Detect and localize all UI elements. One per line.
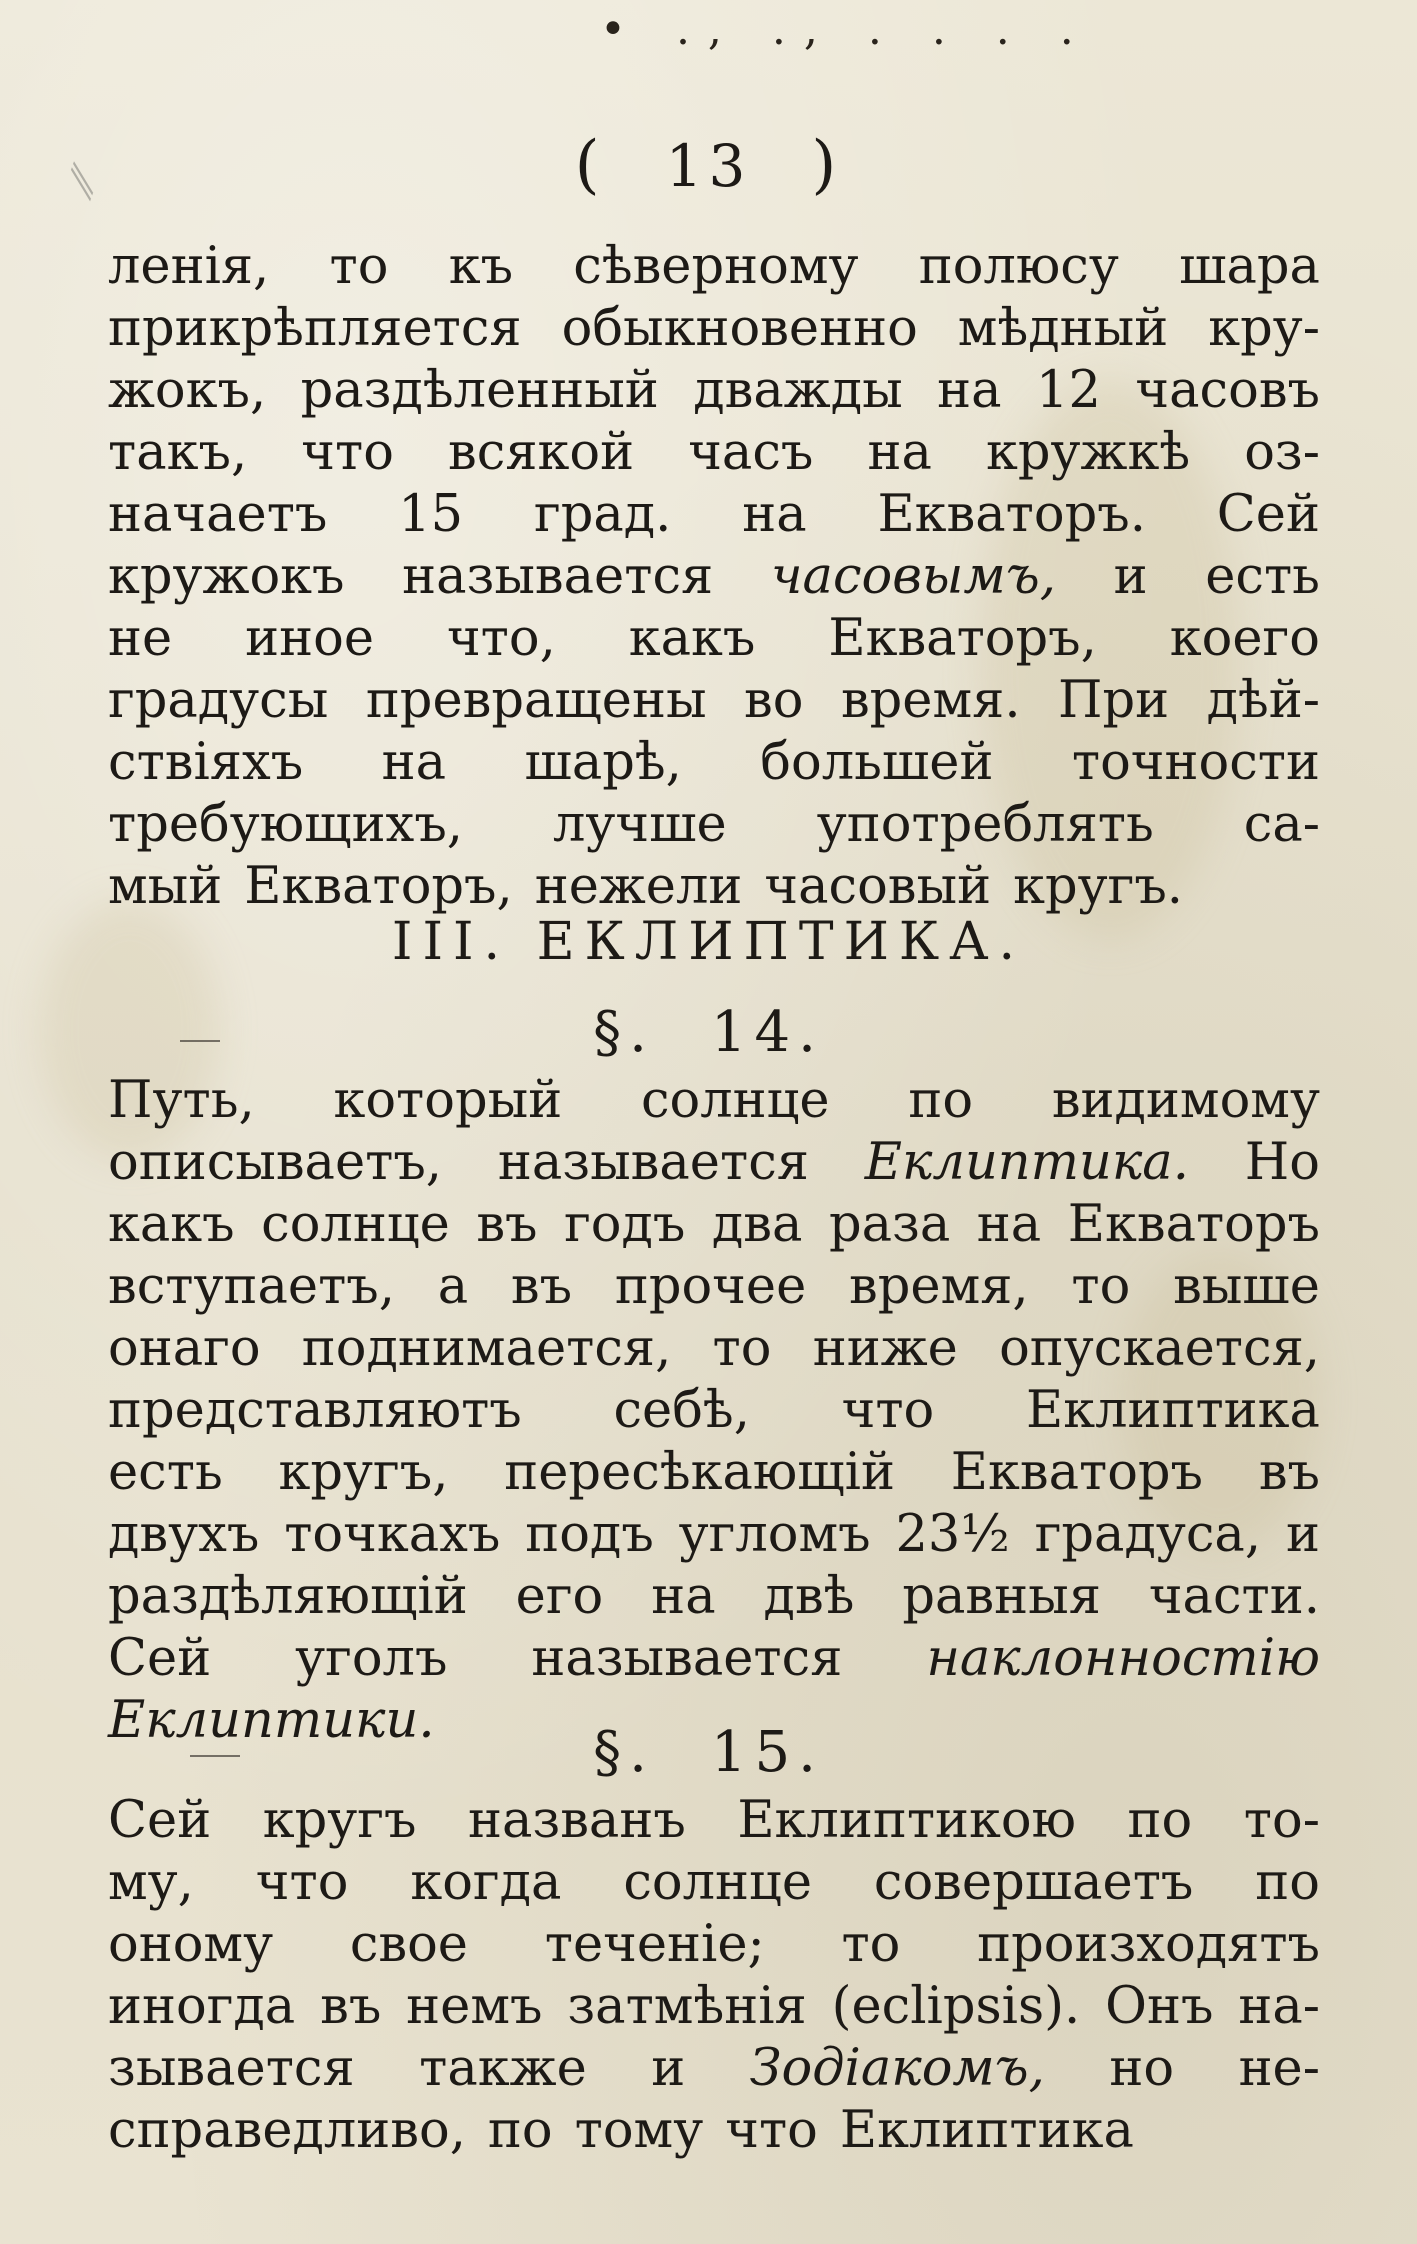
word: кругъ [262,1791,417,1850]
word: зывается [108,2039,355,2098]
word: са- [1243,795,1320,854]
text-line [108,856,1320,918]
word: Сей [108,1629,212,1688]
word: солнце [640,1071,830,1130]
word: равныя [902,1567,1101,1626]
word: справедливо, [108,2101,466,2160]
text-line [108,1976,1320,2038]
word: называется [402,547,714,606]
word: что, [446,609,556,668]
text-line [108,484,1320,546]
word: по [1255,1853,1320,1912]
word: такъ, [108,423,248,482]
word: мѣдный [957,299,1169,358]
word: точности [1071,733,1320,792]
word: Екваторъ [1067,1195,1320,1254]
text-line [108,794,1320,856]
word: кругъ, [278,1443,449,1502]
word: раздѣленный [300,361,659,420]
word: въ [510,1257,573,1316]
word: онаго [108,1319,261,1378]
word: Еклиптика [1025,1381,1320,1440]
word: къ [448,237,514,296]
word: ствiяхъ [108,733,304,792]
text-line [108,1380,1320,1442]
word: 23½ [895,1505,1010,1564]
text-line [108,1318,1320,1380]
page-number-value: 13 [665,132,752,200]
word: ленiя, [108,237,270,296]
word: на [976,1195,1042,1254]
word: называется [497,1133,809,1192]
word: Сей [108,1791,212,1850]
word: пересѣкающiй [504,1443,895,1502]
word: раздѣляющiй [108,1567,468,1626]
word: обыкновенно [561,299,918,358]
word: двѣ [763,1567,855,1626]
word: ниже [812,1319,958,1378]
word: наклонностiю [926,1629,1320,1688]
word: и [651,2039,686,2098]
word: затмѣнiя [567,1977,807,2036]
word: Путь, [108,1071,255,1130]
word: въ [1258,1443,1320,1502]
word: град. [533,485,672,544]
word: названъ [468,1791,686,1850]
word: выше [1173,1257,1320,1316]
word: а [437,1257,469,1316]
word: какъ [108,1195,235,1254]
word: кру- [1208,299,1320,358]
word: на [742,485,807,544]
text-line [108,1132,1320,1194]
heading-title: ЕКЛИПТИКА. [536,912,1026,972]
word: требующихъ, [108,795,463,854]
word: на- [1238,1977,1320,2036]
text-line [108,422,1320,484]
section-14-mark [0,1000,1417,1065]
text-line [108,1070,1320,1132]
word: оз- [1244,423,1320,482]
close-paren: ) [811,128,843,202]
word: угломъ [678,1505,871,1564]
text-line [108,2100,1320,2162]
text-line [108,236,1320,298]
word: начаетъ [108,485,328,544]
word: лучше [553,795,727,854]
word: большей [760,733,994,792]
word: дважды [693,361,903,420]
word: Еклиптики. [108,1691,435,1750]
word: поднимается, [301,1319,672,1378]
text-line [108,298,1320,360]
word: двухъ [108,1505,260,1564]
word: Сей [1216,485,1320,544]
word: оному [108,1915,274,1974]
word: Еклиптикою [737,1791,1076,1850]
word: превращены [365,671,707,730]
word: то [329,237,389,296]
word: всякой [448,423,635,482]
word: во [744,671,804,730]
text-line [108,1790,1320,1852]
word: градуса, [1034,1505,1262,1564]
word: градусы [108,671,329,730]
word: есть [1205,547,1320,606]
word: солнце [261,1195,450,1254]
word: но [1109,2039,1175,2098]
word: Екваторъ. [877,485,1146,544]
page-number [0,128,1417,202]
word: совершаетъ [873,1853,1194,1912]
word: также [419,2039,587,2098]
word: часовъ [1135,361,1320,420]
word: точкахъ [284,1505,501,1564]
text-line [108,1852,1320,1914]
word: часовымъ, [770,547,1056,606]
word: не [108,609,173,668]
text-line [108,670,1320,732]
ink-mark [180,1040,220,1042]
word: часъ [688,423,814,482]
section-symbol: §. [593,1720,655,1785]
word: есть [108,1443,223,1502]
word: коего [1169,609,1320,668]
word: то [841,1915,901,1974]
section-14-text [108,1070,1320,1752]
text-line [108,1914,1320,1976]
top-edge-marks: • ., ., . . . . [600,4,1092,55]
text-line [108,360,1320,422]
text-line [108,546,1320,608]
section-15-text [108,1790,1320,2162]
word: когда [410,1853,562,1912]
word: части. [1148,1567,1320,1626]
word: на [381,733,447,792]
text-line [108,2038,1320,2100]
paragraph-top [108,236,1320,918]
word: время, [849,1257,1029,1316]
word: полюсу [918,237,1119,296]
text-line [108,1504,1320,1566]
word: иногда [108,1977,296,2036]
word: въ [476,1195,538,1254]
word: уголъ [295,1629,448,1688]
text-line [108,1628,1320,1690]
word: себѣ, [613,1381,750,1440]
word: то [712,1319,772,1378]
word: теченiе; [544,1915,765,1974]
word: что [725,2101,818,2160]
word: сѣверному [573,237,859,296]
word: иное [245,609,375,668]
word: жокъ, [108,361,267,420]
word: Но [1244,1133,1320,1192]
word: то- [1243,1791,1320,1850]
section-number: 15. [710,1720,824,1785]
word: шара [1179,237,1320,296]
word: кружокъ [108,547,345,606]
word: по [1127,1791,1193,1850]
section-symbol: §. [593,1000,655,1065]
section-number: 14. [710,1000,824,1065]
word: не- [1238,2039,1320,2098]
word: Екваторъ, [244,857,513,916]
text-line [108,1566,1320,1628]
word: При [1058,671,1170,730]
text-line [108,608,1320,670]
word: Зодiакомъ, [749,2039,1045,2098]
word: му, [108,1853,194,1912]
text-line [108,1194,1320,1256]
open-paren: ( [574,128,606,202]
section-15-mark [0,1720,1417,1785]
word: время. [840,671,1021,730]
text-line [108,1442,1320,1504]
word: по [908,1071,974,1130]
word: то [1071,1257,1131,1316]
word: прочее [614,1257,807,1316]
word: два [711,1195,803,1254]
word: мый [108,857,223,916]
word: кружкѣ [986,423,1191,482]
word: что [255,1853,349,1912]
word: подъ [525,1505,654,1564]
word: Екваторъ [950,1443,1204,1502]
word: годъ [564,1195,686,1254]
pencil-marginalia: ⁄⁄ [60,168,106,196]
word: и [1285,1505,1320,1564]
word: который [333,1071,563,1130]
word: вступаетъ, [108,1257,395,1316]
word: какъ [628,609,756,668]
word: употреблять [816,795,1154,854]
word: Екваторъ, [828,609,1097,668]
ink-mark [190,1755,240,1757]
word: 15 [398,485,464,544]
text-line [108,732,1320,794]
word: Еклиптика. [864,1133,1189,1192]
word: солнце [623,1853,812,1912]
word: его [515,1567,604,1626]
word: называется [531,1629,843,1688]
word: Еклиптика [839,2101,1134,2160]
word: на [867,423,932,482]
word: на [651,1567,716,1626]
word: что [841,1381,935,1440]
word: представляютъ [108,1381,522,1440]
word: прикрѣпляется [108,299,522,358]
word: шарѣ, [524,733,682,792]
word: видимому [1051,1071,1320,1130]
word: что [301,423,394,482]
word: произходятъ [977,1915,1320,1974]
word: Онъ [1105,1977,1214,2036]
word: кругъ. [1013,857,1183,916]
word: описываетъ, [108,1133,443,1192]
word: по [487,2101,553,2160]
word: нежели [534,857,743,916]
word: въ [320,1977,382,2036]
word: дѣй- [1206,671,1320,730]
word: и [1113,547,1148,606]
heading-number: III. [391,912,511,972]
word: 12 [1036,361,1101,420]
word: опускается, [999,1319,1320,1378]
section-heading-eclipitic [0,912,1417,972]
word: на [937,361,1002,420]
text-line [108,1256,1320,1318]
word: тому [574,2101,704,2160]
word: свое [349,1915,468,1974]
word: немъ [406,1977,543,2036]
word: (eclipsis). [831,1977,1081,2036]
word: раза [828,1195,951,1254]
word: часовый [764,857,992,916]
